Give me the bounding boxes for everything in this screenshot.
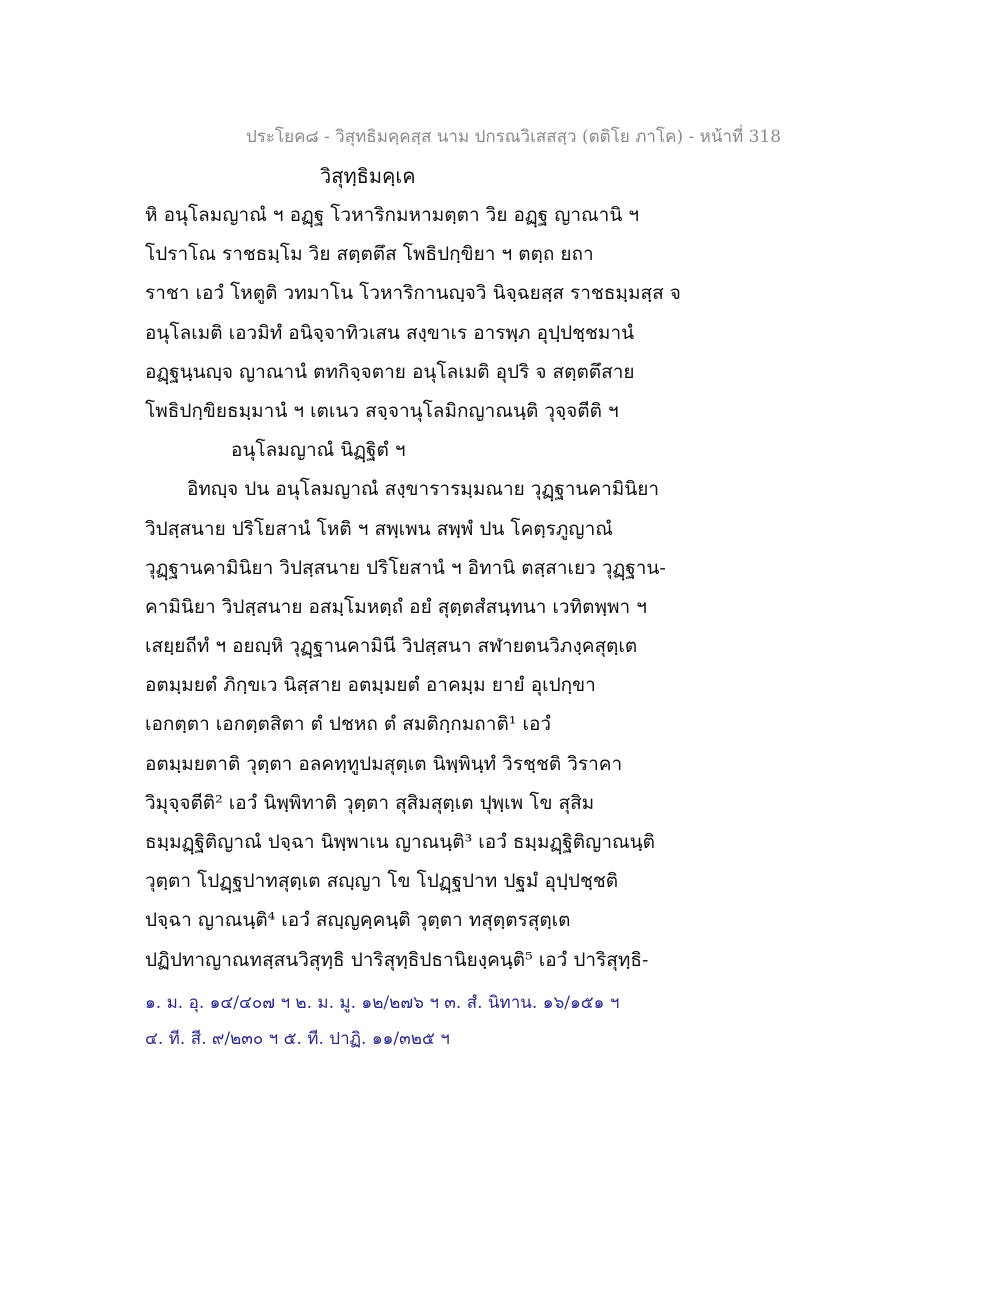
text-line: วิปสฺสนาย ปริโยสานํ โหติ ฯ สพฺเพน สพฺพํ ปน โคตฺรภูญาณํ bbox=[145, 517, 613, 540]
text-line: หิ อนุโลมญาณํ ฯ อฏฺฐ โวหาริกมหามตฺตา วิย อฏฺฐ ญาณานิ ฯ bbox=[145, 204, 640, 226]
text-line: เอกตฺตา เอกตฺตสิตา ตํ ปชหถ ตํ สมติกฺกมถาติ¹ เอวํ bbox=[145, 713, 552, 736]
text-line: อตมฺมยตํ ภิกฺขเว นิสฺสาย อตมฺมยตํ อาคมฺม ยายํ อุเปกฺขา bbox=[145, 674, 596, 697]
footnote-line: ๔. ที. สี. ๙/๒๓๐ ฯ ๕. ที. ปาฏิ. ๑๑/๓๒๕ ฯ bbox=[145, 1029, 450, 1049]
text-line: ปจฺฉา ญาณนฺติ⁴ เอวํ สญฺญคฺคนฺติ วุตฺตา ทสุตฺตรสุตฺเต bbox=[145, 909, 571, 932]
running-header: ประโยค๘ - วิสุทธิมคฺคสฺส นาม ปกรณวิเสสสฺว (ตติโย ภาโค) - หน้าที่ 318 bbox=[246, 127, 782, 147]
text-line: วิมุจฺจตีติ² เอวํ นิพฺพิทาติ วุตฺตา สุสิมสุตฺเต ปุพฺเพ โข สุสิม bbox=[145, 791, 595, 814]
section-title: วิสุทฺธิมคฺเค bbox=[320, 164, 416, 188]
text-line: ปฏิปทาญาณทสฺสนวิสุทฺธิ ปาริสุทฺธิปธานิยงฺคนฺติ⁵ เอวํ ปาริสุทฺธิ- bbox=[145, 948, 649, 971]
text-line: ราชา เอวํ โหตูติ วทมาโน โวหาริกานญฺจวิ นิจฺฉยสฺส ราชธมฺมสฺส จ bbox=[145, 282, 681, 305]
subsection-end-heading: อนุโลมญาณํ นิฏฺฐิตํ ฯ bbox=[231, 439, 406, 462]
text-line: อฏฺฐนฺนญฺจ ญาณานํ ตทกิจฺจตาย อนุโลเมติ อุปริ จ สตฺตตึสาย bbox=[145, 360, 635, 383]
text-line: อตมฺมยตาติ วุตฺตา อลคทฺทูปมสุตฺเต นิพฺพินฺทํ วิรชฺชติ วิราคา bbox=[145, 752, 623, 775]
footnote-line: ๑. ม. อุ. ๑๔/๔๐๗ ฯ ๒. ม. มู. ๑๒/๒๗๖ ฯ ๓. สํ. นิทาน. ๑๖/๑๕๑ ฯ bbox=[145, 993, 620, 1013]
text-line: อนุโลเมติ เอวมิทํ อนิจฺจาทิวเสน สงฺขาเร อารพฺภ อุปฺปชฺชมานํ bbox=[145, 321, 635, 344]
paragraph-start-line: อิทญฺจ ปน อนุโลมญาณํ สงฺขารารมฺมณาย วุฏฺฐานคามินิยา bbox=[187, 478, 660, 501]
text-line: วุตฺตา โปฏฺฐปาทสุตฺเต สญฺญา โข โปฏฺฐปาท ปฐมํ อุปฺปชฺชติ bbox=[145, 870, 619, 893]
text-line: ธมฺมฏฺฐิติญาณํ ปจฺฉา นิพฺพาเน ญาณนฺติ³ เอวํ ธมฺมฏฺฐิติญาณนฺติ bbox=[145, 831, 655, 853]
text-line: โพธิปกฺขิยธมฺมานํ ฯ เตเนว สจฺจานุโลมิกญาณนฺติ วุจฺจตีติ ฯ bbox=[145, 399, 619, 422]
text-line: วุฏฺฐานคามินิยา วิปสฺสนาย ปริโยสานํ ฯ อิทานิ ตสฺสาเยว วุฏฺฐาน- bbox=[145, 556, 666, 579]
text-line: โปราโณ ราชธมฺโม วิย สตฺตตึส โพธิปกฺขิยา ฯ ตตฺถ ยถา bbox=[145, 243, 594, 266]
text-line: เสยฺยถีทํ ฯ อยญฺหิ วุฏฺฐานคามินี วิปสฺสนา สฬายตนวิภงฺคสุตฺเต bbox=[145, 635, 638, 658]
footnotes bbox=[145, 990, 619, 1062]
text-line: คามินิยา วิปสฺสนาย อสมฺโมหตฺถํ อยํ สุตฺตสํสนฺทนา เวทิตพฺพา ฯ bbox=[145, 595, 647, 618]
body-text bbox=[145, 200, 705, 984]
